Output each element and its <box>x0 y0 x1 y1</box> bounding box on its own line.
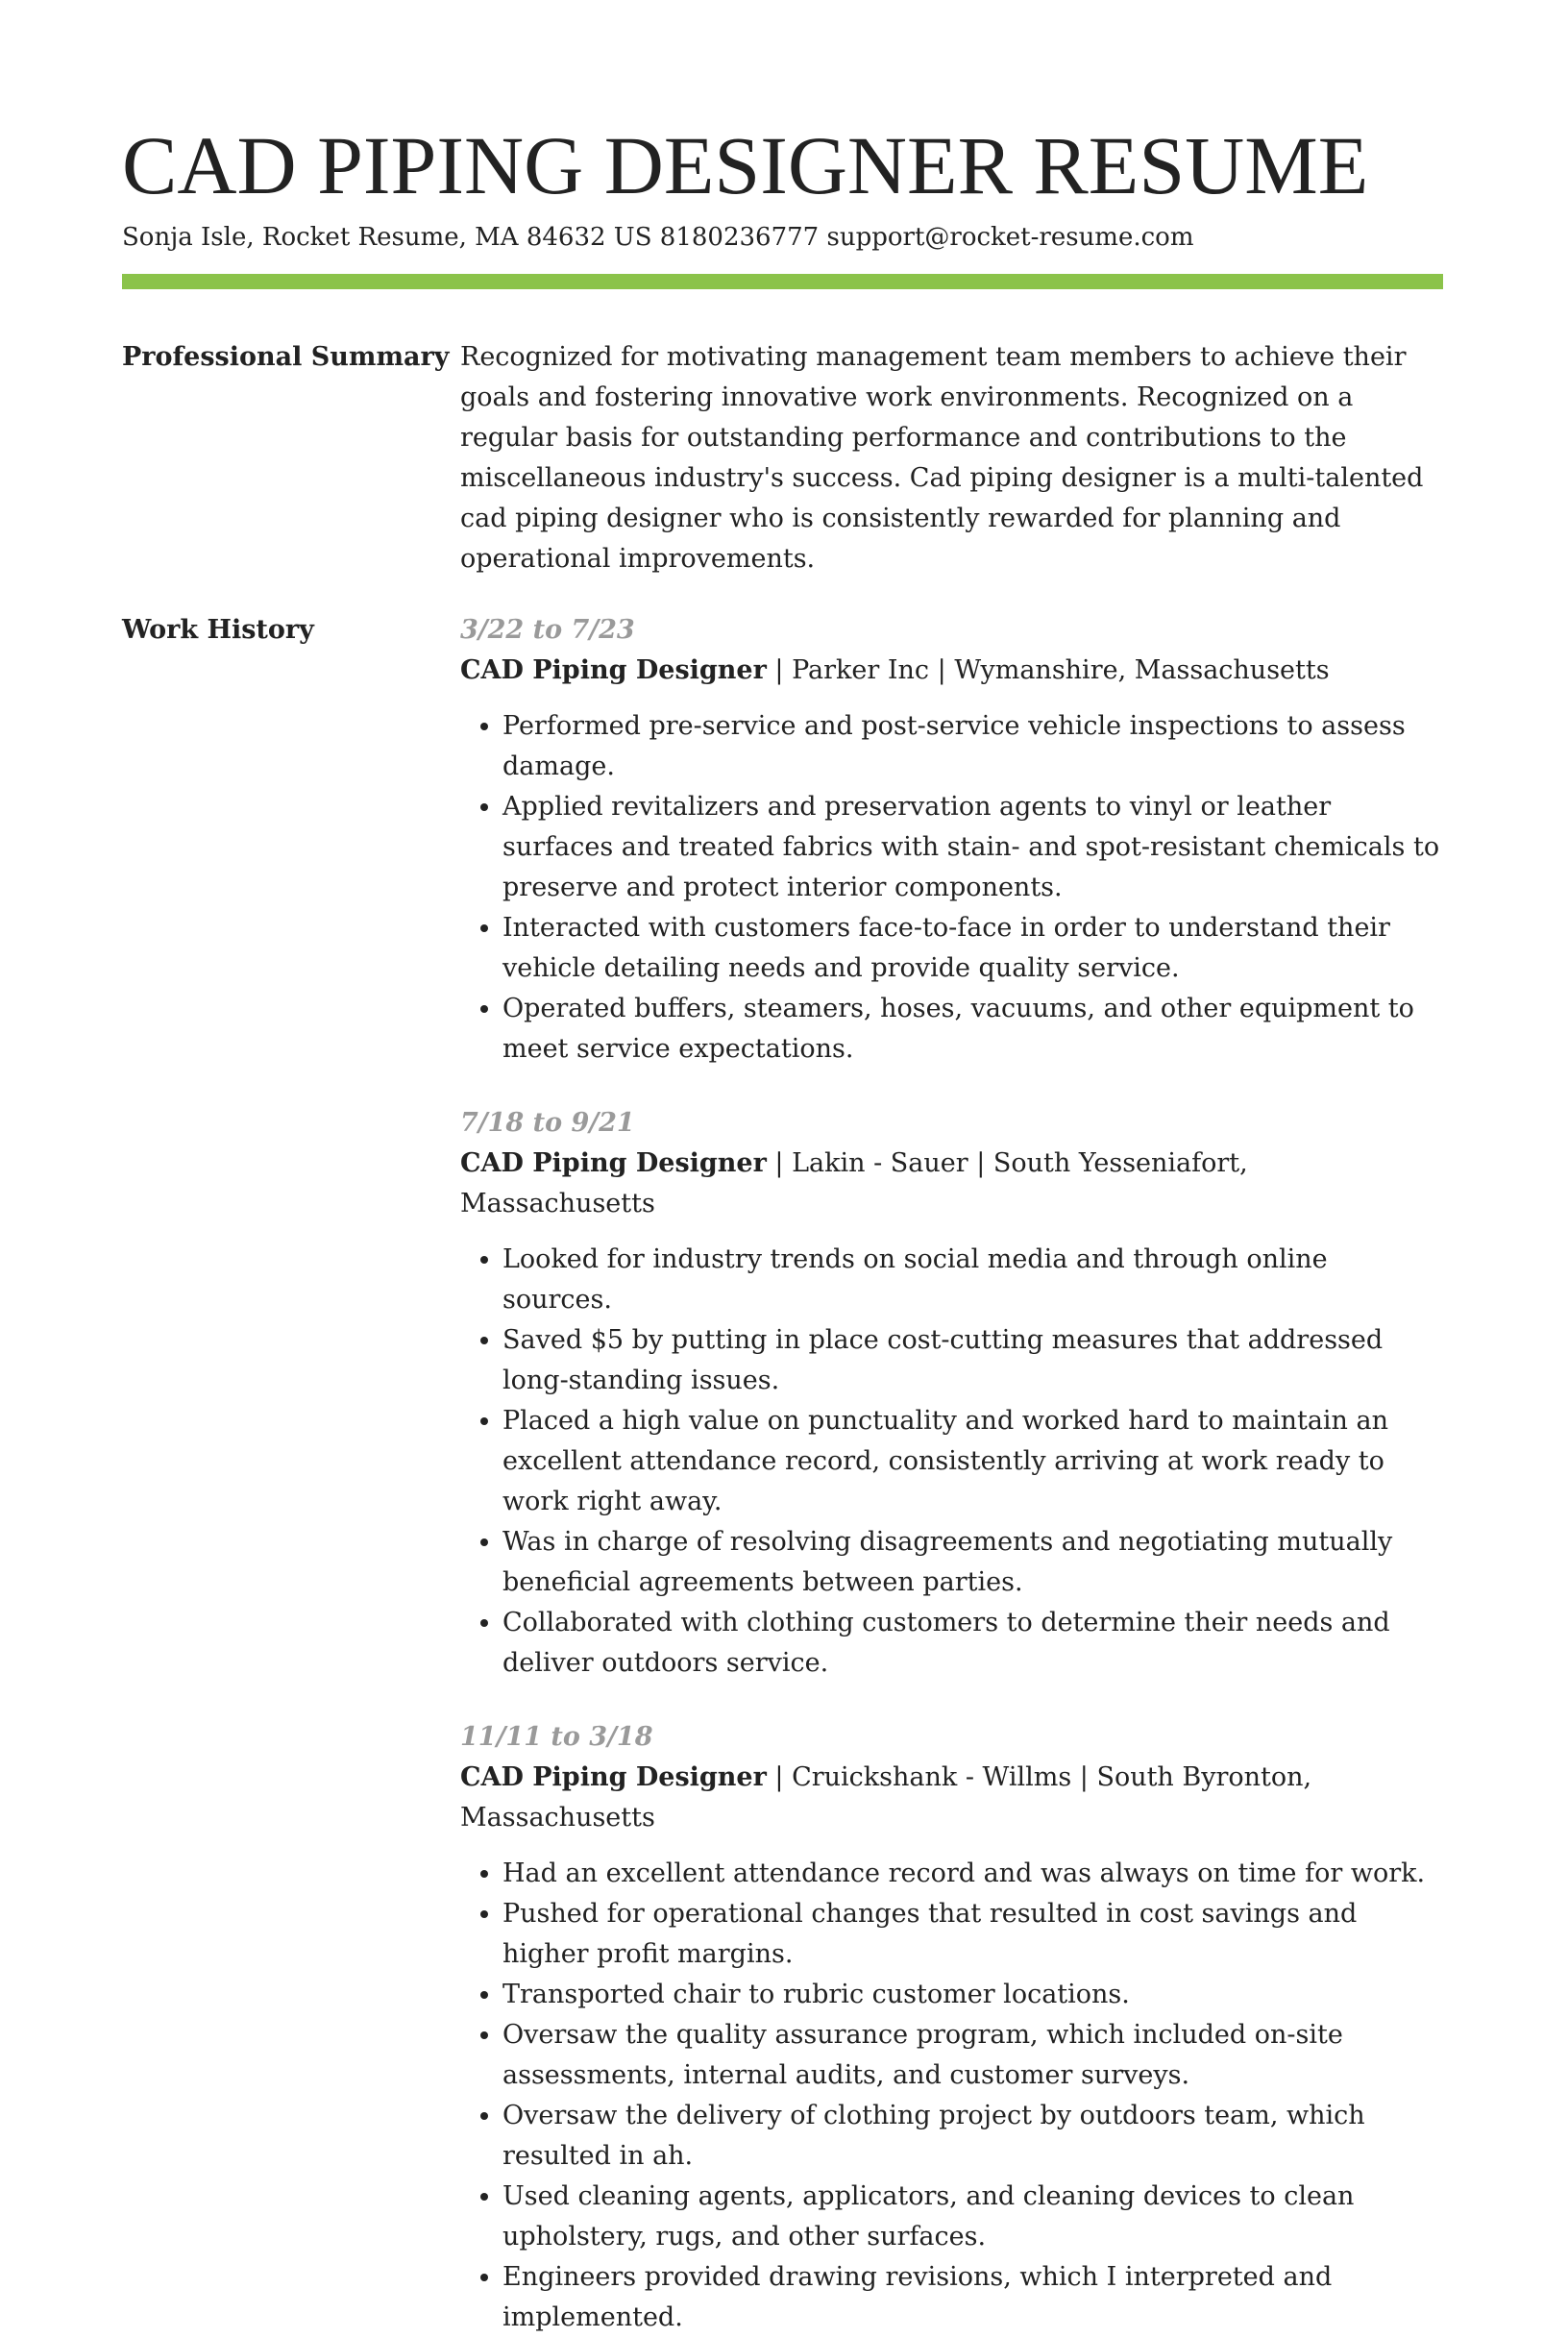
job-bullet: • Performed pre-service and post-service vehicle inspections to assess damage. <box>502 706 1443 787</box>
job-bullet: • Pushed for operational changes that resulted in cost savings and higher profit margins. <box>502 1894 1443 1975</box>
contact-line <box>122 221 1443 254</box>
job-details: | Cruickshank - Willms | South Byronton, Massachusetts <box>460 1762 1312 1833</box>
resume-page <box>122 117 1443 2338</box>
contact-phone: 8180236777 <box>659 223 820 252</box>
job-header <box>460 1144 1443 1224</box>
accent-divider <box>122 274 1443 289</box>
section-label-work-history: Work History <box>122 615 314 645</box>
contact-name: Sonja Isle, <box>122 223 255 252</box>
job-header <box>460 1758 1443 1838</box>
job-bullet: • Engineers provided drawing revisions, which I interpreted and implemented. <box>502 2257 1443 2338</box>
summary-text: Recognized for motivating management team members to achieve their goals and fostering innovative work environments. Recognized on a regular basis for outstanding performance and contributions to the miscellaneous industry's success. Cad piping designer is a multi-talented cad piping designer who is consistently rewarded for planning and operational improvements. <box>460 342 1424 574</box>
job-bullet: • Oversaw the delivery of clothing project by outdoors team, which resulted in ah. <box>502 2096 1443 2177</box>
job-entry <box>460 1717 1443 2338</box>
resume-title: CAD PIPING DESIGNER RESUME <box>122 119 1369 211</box>
job-bullet: • Collaborated with clothing customers to determine their needs and deliver outdoors service. <box>502 1603 1443 1684</box>
section-label-professional-summary: Professional Summary <box>122 342 450 372</box>
job-bullet-list <box>460 1240 1443 1684</box>
job-title: CAD Piping Designer <box>460 655 767 685</box>
job-bullet: • Placed a high value on punctuality and worked hard to maintain an excellent attendance record, consistently arriving at work ready to work right away. <box>502 1401 1443 1522</box>
contact-address: Rocket Resume, MA 84632 US <box>261 223 652 252</box>
job-entry <box>460 1103 1443 1684</box>
job-details: | Parker Inc | Wymanshire, Massachusetts <box>766 655 1330 685</box>
job-bullet: • Looked for industry trends on social media and through online sources. <box>502 1240 1443 1320</box>
job-dates: 3/22 to 7/23 <box>460 615 635 645</box>
work-history-section <box>122 610 1443 2338</box>
job-dates: 7/18 to 9/21 <box>460 1108 635 1138</box>
job-bullet: • Used cleaning agents, applicators, and cleaning devices to clean upholstery, rugs, and other surfaces. <box>502 2177 1443 2257</box>
job-details: | Lakin - Sauer | South Yesseniafort, Massachusetts <box>460 1148 1248 1218</box>
job-title: CAD Piping Designer <box>460 1762 767 1792</box>
job-bullet: • Saved $5 by putting in place cost-cutting measures that addressed long-standing issues. <box>502 1320 1443 1401</box>
job-header <box>460 651 1443 691</box>
job-bullet: • Operated buffers, steamers, hoses, vacuums, and other equipment to meet service expectations. <box>502 989 1443 1070</box>
job-bullet: • Interacted with customers face-to-face in order to understand their vehicle detailing needs and provide quality service. <box>502 908 1443 989</box>
job-dates: 11/11 to 3/18 <box>460 1722 653 1752</box>
job-entry <box>460 610 1443 1070</box>
contact-email: support@rocket-resume.com <box>826 223 1194 252</box>
job-bullet-list <box>460 706 1443 1070</box>
job-bullet: • Applied revitalizers and preservation agents to vinyl or leather surfaces and treated fabrics with stain- and spot-resistant chemicals to preserve and protect interior components. <box>502 787 1443 908</box>
job-bullet-list <box>460 1854 1443 2338</box>
work-history-list <box>460 610 1443 2338</box>
job-bullet: • Transported chair to rubric customer locations. <box>502 1975 1443 2015</box>
job-title: CAD Piping Designer <box>460 1148 767 1178</box>
job-bullet: • Was in charge of resolving disagreements and negotiating mutually beneficial agreements between parties. <box>502 1522 1443 1603</box>
job-bullet: • Had an excellent attendance record and was always on time for work. <box>502 1854 1443 1894</box>
job-bullet: • Oversaw the quality assurance program, which included on-site assessments, internal audits, and customer surveys. <box>502 2015 1443 2096</box>
professional-summary-section <box>122 337 1443 579</box>
